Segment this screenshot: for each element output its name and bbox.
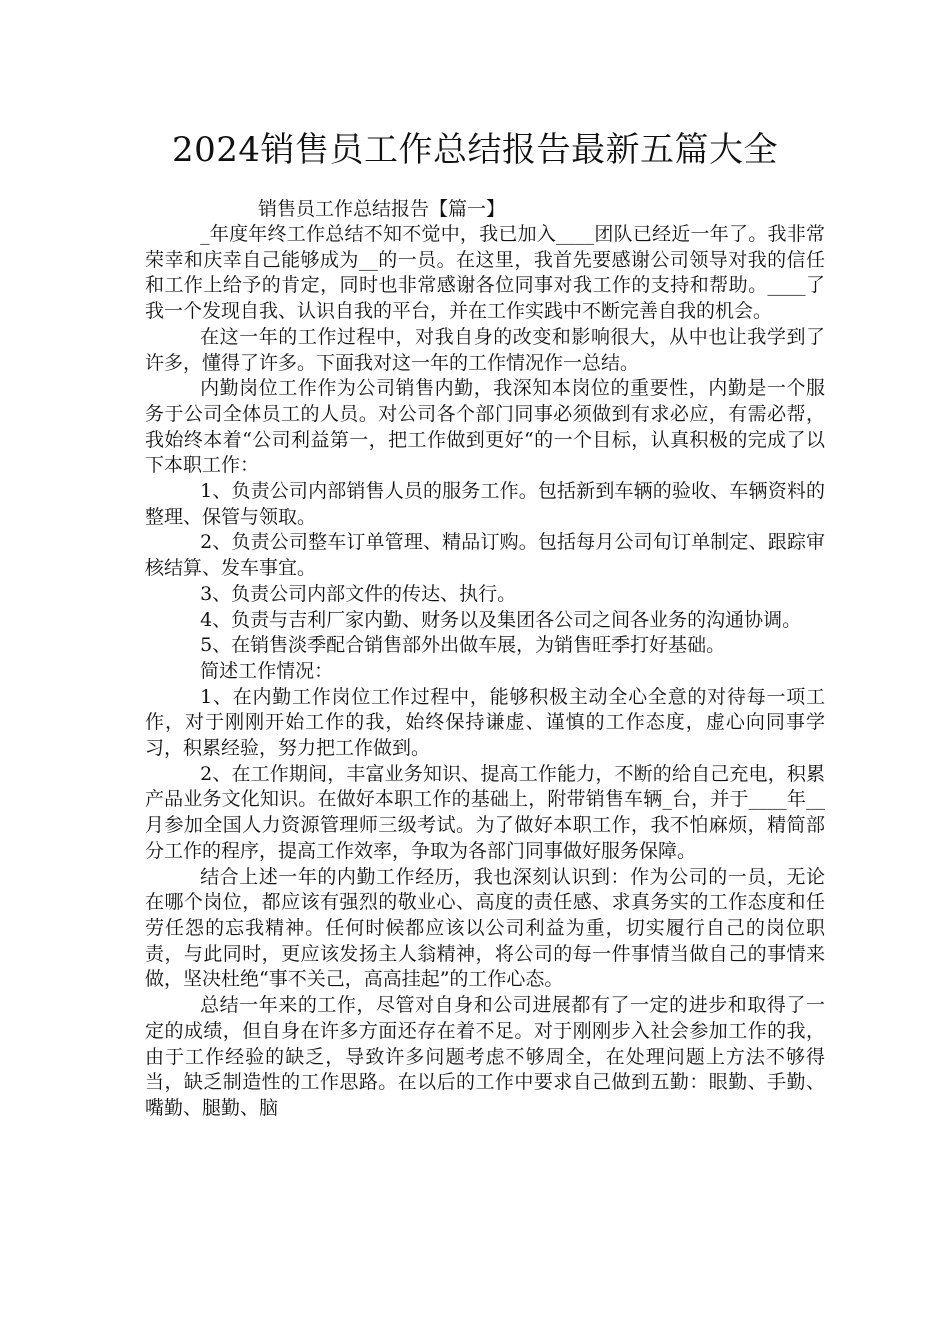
- paragraph: 内勤岗位工作作为公司销售内勤，我深知本岗位的重要性，内勤是一个服务于公司全体员工的人员。对公司各个部门同事必须做到有求必应，有需必帮，我始终本着“公司利益第一，把工作做到更好“的一个目标，认真积极的完成了以下本职工作：: [145, 377, 825, 477]
- paragraph: 在这一年的工作过程中，对我自身的改变和影响很大，从中也让我学到了许多，懂得了许多。下面我对这一年的工作情况作一总结。: [145, 325, 825, 374]
- paragraph: 1、在内勤工作岗位工作过程中，能够积极主动全心全意的对待每一项工作，对于刚刚开始工作的我，始终保持谦虚、谨慎的工作态度，虚心向同事学习，积累经验，努力把工作做到。: [145, 685, 825, 760]
- paragraph: 5、在销售淡季配合销售部外出做车展，为销售旺季打好基础。: [200, 634, 726, 657]
- paragraph: _年度年终工作总结不知不觉中，我已加入____团队已经近一年了。我非常荣幸和庆幸自己能够成为__的一员。在这里，我首先要感谢公司领导对我的信任和工作上给予的肯定，同时也非常感谢各位同事对我工作的支持和帮助。____了我一个发现自我、认识自我的平台，并在工作实践中不断完善自我的机会。: [145, 223, 825, 323]
- document-title: 2024销售员工作总结报告最新五篇大全: [171, 130, 779, 170]
- paragraph: 1、负责公司内部销售人员的服务工作。包括新到车辆的验收、车辆资料的整理、保管与领取。: [145, 480, 825, 528]
- paragraph: 2、在工作期间，丰富业务知识、提高工作能力，不断的给自己充电，积累产品业务文化知识。在做好本职工作的基础上，附带销售车辆_台，并于____年__月参加全国人力资源管理师三级考试。为了做好本职工作，我不怕麻烦，精简部分工作的程序，提高工作效率，争取为各部门同事做好服务保障。: [145, 762, 825, 862]
- paragraph: 总结一年来的工作，尽管对自身和公司进展都有了一定的进步和取得了一定的成绩，但自身在许多方面还存在着不足。对于刚刚步入社会参加工作的我，由于工作经验的缺乏，导致许多问题考虑不够周全，在处理问题上方法不够得当，缺乏制造性的工作思路。在以后的工作中要求自己做到五勤：眼勤、手勤、嘴勤、腿勤、脑: [145, 994, 825, 1119]
- paragraph: 结合上述一年的内勤工作经历，我也深刻认识到：作为公司的一员，无论在哪个岗位，都应该有强烈的敬业心、高度的责任感、求真务实的工作态度和任劳任怨的忘我精神。任何时候都应该以公司利益为重，切实履行自己的岗位职责，与此同时，更应该发扬主人翁精神，将公司的每一件事情当做自己的事情来做，坚决杜绝“事不关己，高高挂起”的工作心态。: [145, 865, 825, 991]
- paragraph: 2、负责公司整车订单管理、精品订购。包括每月公司旬订单制定、跟踪审核结算、发车事宜。: [145, 531, 825, 580]
- paragraph: 4、负责与吉利厂家内勤、财务以及集团各公司之间各业务的沟通协调。: [200, 608, 802, 631]
- paragraph: 3、负责公司内部文件的传达、执行。: [200, 582, 517, 605]
- document-body: [145, 222, 825, 1122]
- section-heading: 销售员工作总结报告【篇一】: [258, 198, 506, 220]
- paragraph: 简述工作情况：: [200, 659, 334, 682]
